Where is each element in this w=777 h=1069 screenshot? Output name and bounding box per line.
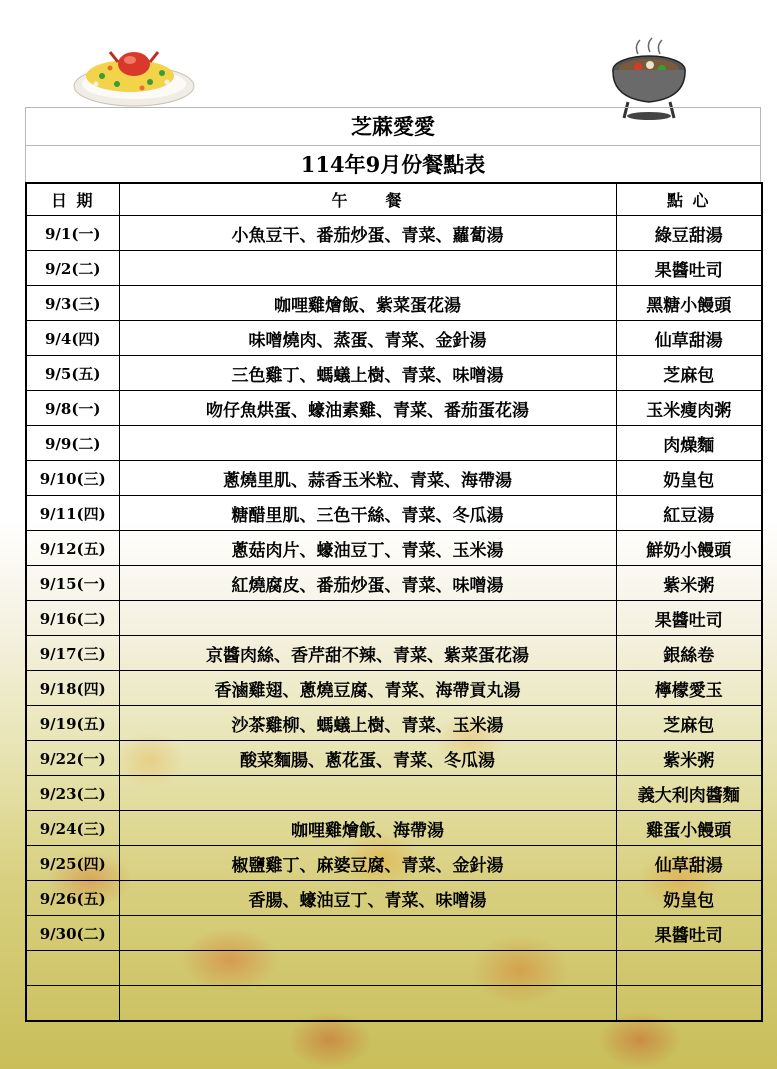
table-row xyxy=(26,496,762,531)
date-cell: 9/24(三) xyxy=(26,811,119,846)
table-row xyxy=(26,706,762,741)
lunch-cell xyxy=(119,776,616,811)
lunch-cell: 蔥燒里肌、蒜香玉米粒、青菜、海帶湯 xyxy=(119,461,616,496)
snack-cell xyxy=(616,951,762,986)
date-cell: 9/10(三) xyxy=(26,461,119,496)
table-row xyxy=(26,881,762,916)
snack-cell: 紅豆湯 xyxy=(616,496,762,531)
table-row xyxy=(26,671,762,706)
date-cell: 9/3(三) xyxy=(26,286,119,321)
snack-cell: 仙草甜湯 xyxy=(616,321,762,356)
header-date: 日 期 xyxy=(26,183,119,216)
snack-cell: 果醬吐司 xyxy=(616,601,762,636)
date-cell: 9/5(五) xyxy=(26,356,119,391)
date-cell xyxy=(26,986,119,1022)
lunch-cell: 三色雞丁、螞蟻上樹、青菜、味噌湯 xyxy=(119,356,616,391)
snack-cell: 芝麻包 xyxy=(616,356,762,391)
date-cell: 9/9(二) xyxy=(26,426,119,461)
lunch-cell: 小魚豆干、番茄炒蛋、青菜、蘿蔔湯 xyxy=(119,216,616,251)
date-cell: 9/30(二) xyxy=(26,916,119,951)
lunch-cell xyxy=(119,601,616,636)
table-row xyxy=(26,986,762,1022)
table-row xyxy=(26,356,762,391)
header-lunch: 午 餐 xyxy=(119,183,616,216)
snack-cell: 果醬吐司 xyxy=(616,916,762,951)
date-cell: 9/22(一) xyxy=(26,741,119,776)
date-cell: 9/26(五) xyxy=(26,881,119,916)
snack-cell: 芝麻包 xyxy=(616,706,762,741)
date-cell: 9/25(四) xyxy=(26,846,119,881)
table-row xyxy=(26,846,762,881)
date-cell: 9/2(二) xyxy=(26,251,119,286)
date-cell: 9/19(五) xyxy=(26,706,119,741)
lunch-cell: 酸菜麵腸、蔥花蛋、青菜、冬瓜湯 xyxy=(119,741,616,776)
snack-cell: 紫米粥 xyxy=(616,566,762,601)
date-cell: 9/8(一) xyxy=(26,391,119,426)
lunch-cell xyxy=(119,251,616,286)
lunch-cell: 沙茶雞柳、螞蟻上樹、青菜、玉米湯 xyxy=(119,706,616,741)
lunch-cell xyxy=(119,986,616,1022)
table-row xyxy=(26,391,762,426)
lunch-cell: 吻仔魚烘蛋、蠔油素雞、青菜、番茄蛋花湯 xyxy=(119,391,616,426)
date-cell: 9/12(五) xyxy=(26,531,119,566)
lunch-cell xyxy=(119,951,616,986)
fried-rice-plate-icon xyxy=(72,40,197,110)
date-cell: 9/4(四) xyxy=(26,321,119,356)
lunch-cell: 香腸、蠔油豆丁、青菜、味噌湯 xyxy=(119,881,616,916)
table-row xyxy=(26,461,762,496)
header-snack: 點 心 xyxy=(616,183,762,216)
lunch-cell: 椒鹽雞丁、麻婆豆腐、青菜、金針湯 xyxy=(119,846,616,881)
date-cell: 9/17(三) xyxy=(26,636,119,671)
snack-cell: 檸檬愛玉 xyxy=(616,671,762,706)
lunch-cell xyxy=(119,426,616,461)
snack-cell: 奶皇包 xyxy=(616,881,762,916)
date-cell xyxy=(26,951,119,986)
table-row xyxy=(26,251,762,286)
page-title: 芝蔴愛愛 xyxy=(25,107,761,145)
meal-schedule-table xyxy=(25,182,763,1022)
date-cell: 9/23(二) xyxy=(26,776,119,811)
table-row xyxy=(26,776,762,811)
snack-cell: 玉米瘦肉粥 xyxy=(616,391,762,426)
date-cell: 9/16(二) xyxy=(26,601,119,636)
snack-cell: 綠豆甜湯 xyxy=(616,216,762,251)
lunch-cell: 味噌燒肉、蒸蛋、青菜、金針湯 xyxy=(119,321,616,356)
snack-cell xyxy=(616,986,762,1022)
snack-cell: 果醬吐司 xyxy=(616,251,762,286)
date-cell: 9/15(一) xyxy=(26,566,119,601)
lunch-cell: 紅燒腐皮、番茄炒蛋、青菜、味噌湯 xyxy=(119,566,616,601)
lunch-cell: 咖哩雞燴飯、海帶湯 xyxy=(119,811,616,846)
snack-cell: 奶皇包 xyxy=(616,461,762,496)
date-cell: 9/11(四) xyxy=(26,496,119,531)
snack-cell: 鮮奶小饅頭 xyxy=(616,531,762,566)
lunch-cell: 京醬肉絲、香芹甜不辣、青菜、紫菜蛋花湯 xyxy=(119,636,616,671)
snack-cell: 仙草甜湯 xyxy=(616,846,762,881)
snack-cell: 義大利肉醬麵 xyxy=(616,776,762,811)
table-row xyxy=(26,601,762,636)
snack-cell: 黑糖小饅頭 xyxy=(616,286,762,321)
table-row xyxy=(26,286,762,321)
menu-subtitle: 114年9月份餐點表 xyxy=(25,145,761,182)
lunch-cell: 香滷雞翅、蔥燒豆腐、青菜、海帶貢丸湯 xyxy=(119,671,616,706)
lunch-cell xyxy=(119,916,616,951)
table-row xyxy=(26,321,762,356)
snack-cell: 銀絲卷 xyxy=(616,636,762,671)
table-row xyxy=(26,916,762,951)
snack-cell: 雞蛋小饅頭 xyxy=(616,811,762,846)
table-row xyxy=(26,566,762,601)
lunch-cell: 咖哩雞燴飯、紫菜蛋花湯 xyxy=(119,286,616,321)
table-row xyxy=(26,811,762,846)
date-cell: 9/18(四) xyxy=(26,671,119,706)
table-header-row xyxy=(26,183,762,216)
table-row xyxy=(26,636,762,671)
table-row xyxy=(26,531,762,566)
table-row xyxy=(26,951,762,986)
table-row xyxy=(26,741,762,776)
table-row xyxy=(26,426,762,461)
lunch-cell: 蔥菇肉片、蠔油豆丁、青菜、玉米湯 xyxy=(119,531,616,566)
lunch-cell: 糖醋里肌、三色干絲、青菜、冬瓜湯 xyxy=(119,496,616,531)
snack-cell: 肉燥麵 xyxy=(616,426,762,461)
snack-cell: 紫米粥 xyxy=(616,741,762,776)
date-cell: 9/1(一) xyxy=(26,216,119,251)
table-row xyxy=(26,216,762,251)
